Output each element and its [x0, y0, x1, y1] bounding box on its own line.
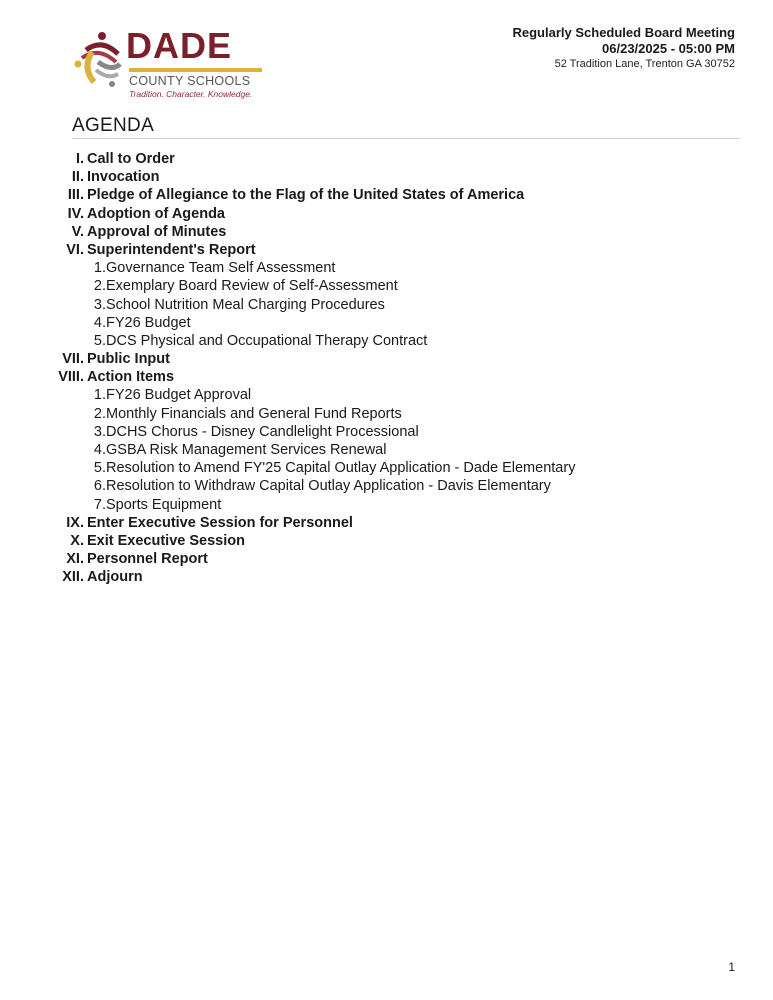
agenda-subitem-text: Governance Team Self Assessment — [106, 260, 336, 277]
agenda-item — [40, 168, 740, 186]
agenda-item — [40, 150, 740, 168]
agenda-subitem — [40, 423, 740, 441]
agenda-subitem — [40, 259, 740, 277]
agenda-item-text: Action Items — [87, 369, 175, 386]
agenda-item — [40, 205, 740, 223]
agenda-item — [40, 350, 740, 368]
meeting-title: Regularly Scheduled Board Meeting — [512, 25, 735, 40]
agenda-subitem — [40, 496, 740, 514]
agenda-item — [40, 223, 740, 241]
agenda-subitem-text: School Nutrition Meal Charging Procedures — [106, 296, 385, 313]
agenda-subitem-text: Monthly Financials and General Fund Reports — [106, 405, 402, 422]
agenda-subitem-number: 7. — [93, 496, 106, 513]
agenda-subitem-number: 3. — [93, 423, 106, 440]
meeting-header — [513, 25, 736, 71]
agenda-subitem — [40, 459, 740, 477]
page-number: 1 — [728, 960, 735, 974]
meeting-address: 52 Tradition Lane, Trenton GA 30752 — [554, 58, 735, 70]
agenda-subitem-number: 5. — [93, 332, 106, 349]
agenda-item-number: VII. — [62, 351, 84, 368]
logo-divider — [129, 68, 262, 72]
agenda-item-number: III. — [67, 187, 84, 204]
agenda-item-number: IX. — [66, 514, 84, 531]
agenda-item-text: Public Input — [87, 351, 170, 368]
agenda-item-number: II. — [71, 169, 84, 186]
agenda-title: AGENDA — [72, 115, 155, 136]
logo-subtitle: COUNTY SCHOOLS — [129, 74, 251, 88]
agenda-item-number: I. — [75, 151, 84, 167]
agenda-subitem — [40, 314, 740, 332]
agenda-item-text: Invocation — [87, 169, 160, 186]
agenda-subitem-text: Sports Equipment — [106, 496, 222, 513]
agenda-subitem-text: FY26 Budget — [106, 314, 191, 331]
agenda-subitem-number: 5. — [93, 460, 106, 477]
agenda-item-text: Adjourn — [87, 569, 143, 586]
agenda-subitem-number: 3. — [93, 296, 106, 313]
agenda-subitem-number: 4. — [93, 314, 106, 331]
agenda-subitem — [40, 405, 740, 423]
agenda-subitem — [40, 277, 740, 295]
agenda-item — [40, 514, 740, 532]
agenda-subitem-text: GSBA Risk Management Services Renewal — [106, 442, 387, 458]
district-logo — [72, 25, 272, 99]
agenda-item-text: Approval of Minutes — [87, 223, 227, 240]
agenda-subitem-number: 6. — [93, 478, 106, 495]
logo-tagline: Tradition. Character. Knowledge. — [129, 89, 253, 99]
agenda-item-number: VIII. — [58, 369, 84, 386]
agenda-subitem — [40, 296, 740, 314]
agenda-subitem-number: 2. — [93, 405, 106, 422]
agenda-subitem-text: Exemplary Board Review of Self-Assessment — [106, 278, 398, 295]
agenda-subitem-number: 1. — [93, 260, 106, 277]
agenda-item-number: XI. — [66, 551, 84, 568]
agenda-item-text: Pledge of Allegiance to the Flag of the United States of America — [87, 187, 525, 204]
agenda-item — [40, 241, 740, 259]
logo-name: DADE — [126, 25, 233, 66]
agenda-subitem-text: DCS Physical and Occupational Therapy Contract — [106, 332, 428, 349]
agenda-item — [40, 550, 740, 568]
agenda-list — [40, 150, 740, 587]
agenda-subitem-text: Resolution to Withdraw Capital Outlay Application - Davis Elementary — [106, 478, 551, 495]
logo-emblem-icon — [72, 28, 124, 90]
agenda-subitem — [40, 332, 740, 350]
agenda-subitem-number: 4. — [93, 442, 106, 458]
agenda-item-text: Enter Executive Session for Personnel — [87, 514, 353, 531]
agenda-item-text: Personnel Report — [87, 551, 208, 568]
agenda-subitem-text: FY26 Budget Approval — [106, 387, 252, 404]
agenda-item-number: IV. — [67, 205, 84, 222]
agenda-item — [40, 532, 740, 550]
agenda-item-number: VI. — [66, 241, 84, 258]
agenda-item-text: Exit Executive Session — [87, 532, 245, 549]
agenda-item — [40, 368, 740, 386]
agenda-item — [40, 568, 740, 586]
agenda-item-text: Adoption of Agenda — [87, 205, 225, 222]
agenda-subitem-text: Resolution to Amend FY'25 Capital Outlay Application - Dade Elementary — [106, 460, 576, 477]
agenda-subitem-number: 1. — [93, 387, 106, 404]
agenda-subitem-number: 2. — [93, 278, 106, 295]
agenda-item — [40, 186, 740, 204]
agenda-item-text: Call to Order — [87, 151, 175, 167]
agenda-item-number: V. — [71, 223, 84, 240]
agenda-subitem-text: DCHS Chorus - Disney Candlelight Processional — [106, 423, 419, 440]
agenda-subitem — [40, 441, 740, 459]
agenda-item-number: X. — [70, 532, 84, 549]
meeting-datetime: 06/23/2025 - 05:00 PM — [602, 41, 735, 56]
agenda-subitem — [40, 477, 740, 495]
agenda-item-text: Superintendent's Report — [87, 241, 256, 258]
title-divider — [72, 138, 740, 139]
agenda-item-number: XII. — [62, 569, 84, 586]
agenda-subitem — [40, 386, 740, 404]
